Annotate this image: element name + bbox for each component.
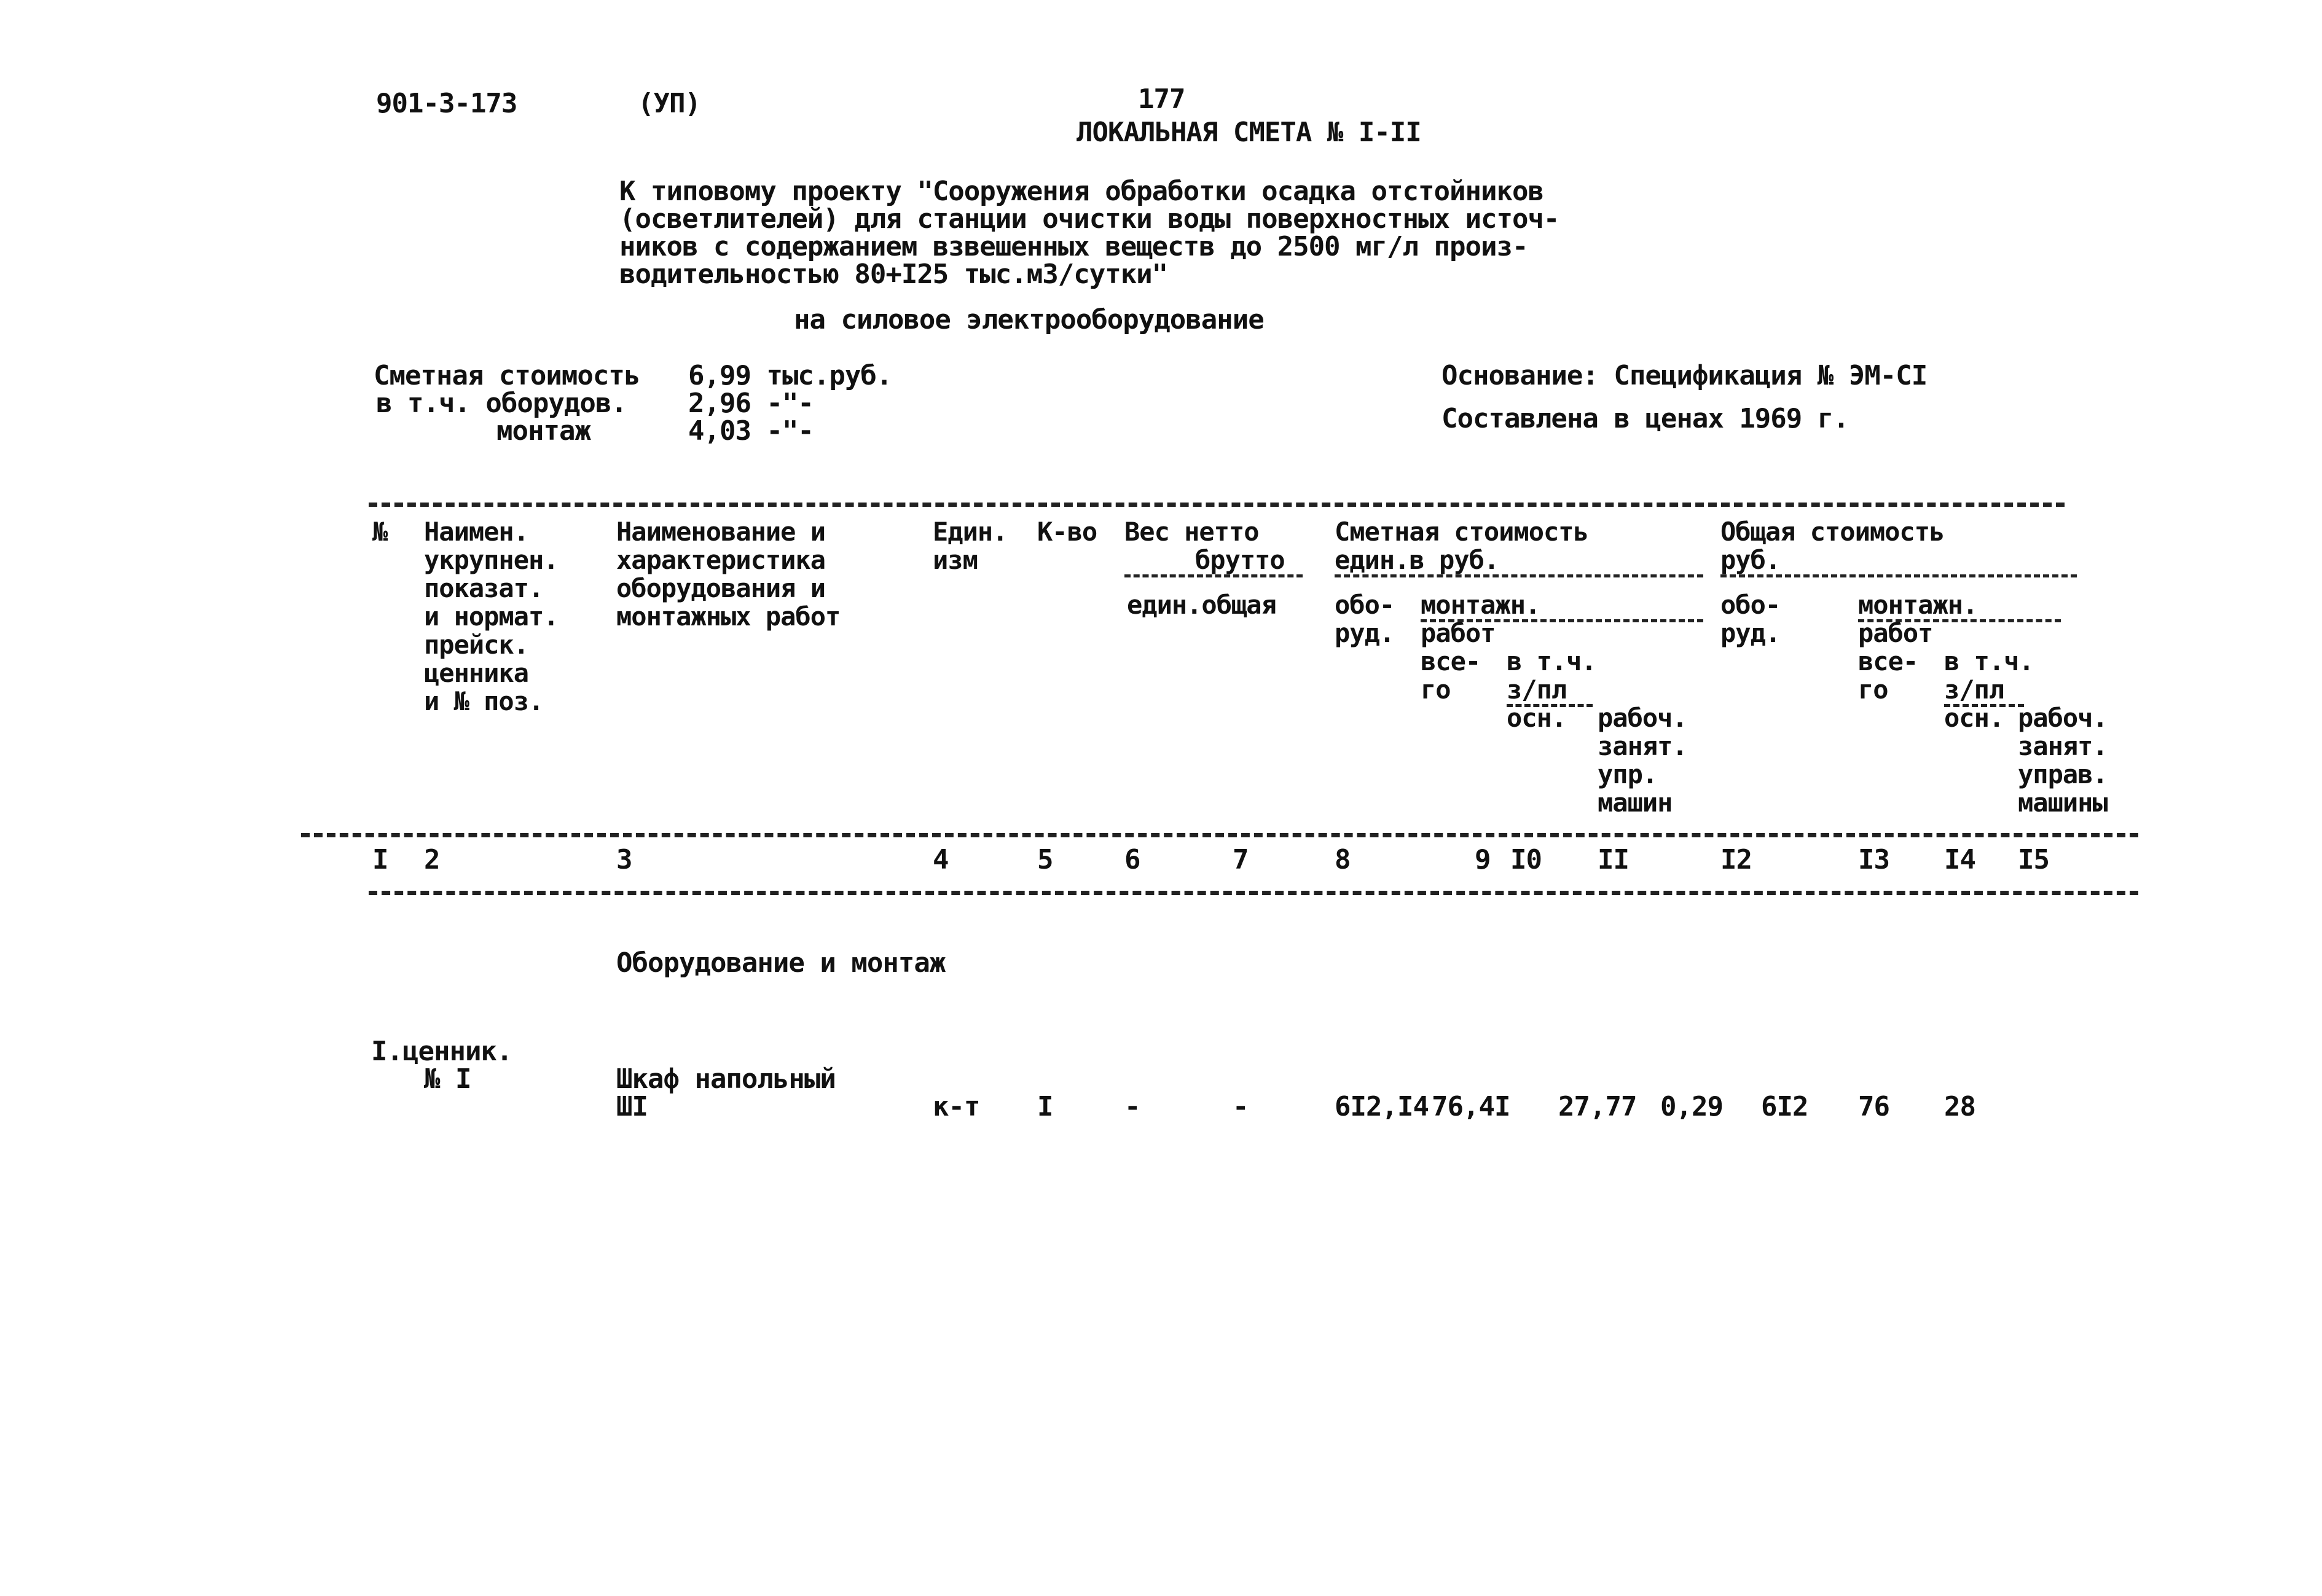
row-1-equipment-unit-cost: 6I2,I4 — [1335, 1091, 1429, 1122]
row-1-weight-total: - — [1233, 1091, 1249, 1122]
cost-label: Сметная стоимость — [374, 360, 640, 391]
header-col-3-line-4: монтажных работ — [616, 601, 841, 632]
unit-cost-underline — [1335, 574, 1703, 577]
column-number: I5 — [2018, 844, 2049, 875]
row-1-wage-total: 28 — [1944, 1091, 1975, 1122]
header-col-2-line-4: и нормат. — [424, 601, 559, 632]
header-wage-total-1: з/пл — [1944, 675, 2004, 705]
header-col-3-line-2: характеристика — [616, 545, 826, 575]
column-number: 8 — [1335, 844, 1351, 875]
header-wage-unit-1: з/пл — [1507, 675, 1567, 705]
row-1-quantity: I — [1037, 1091, 1053, 1122]
estimate-subject: на силовое электрооборудование — [794, 304, 1264, 335]
header-total-cost-2: руб. — [1720, 545, 1781, 575]
column-number: I — [372, 844, 388, 875]
column-number: I0 — [1510, 844, 1542, 875]
equipment-label: в т.ч. оборудов. — [376, 388, 627, 419]
header-machines-total-3: управ. — [2018, 759, 2108, 789]
header-col-unit-line-1: Един. — [933, 517, 1008, 547]
header-machines-unit-1: рабоч. — [1598, 703, 1687, 733]
section-title: Оборудование и монтаж — [616, 947, 946, 979]
column-number: 4 — [933, 844, 949, 875]
column-number: 3 — [616, 844, 632, 875]
document-title: ЛОКАЛЬНАЯ СМЕТА № I-II — [1077, 117, 1421, 148]
album-number: (УП) — [638, 88, 700, 119]
mounting-label: монтаж — [496, 415, 590, 447]
intro-line-3: ников с содержанием взвешенных веществ до 2500 мг/л произ- — [619, 231, 1528, 262]
column-number: I3 — [1858, 844, 1889, 875]
column-numbers-bottom-rule — [369, 891, 2138, 895]
header-total-cost: Общая стоимость — [1720, 517, 1945, 547]
column-numbers-top-rule — [301, 833, 2138, 837]
header-machines-total-4: машины — [2018, 788, 2108, 818]
row-1-name-2: ШI — [616, 1091, 648, 1122]
prices-text: Составлена в ценах 1969 г. — [1441, 403, 1849, 434]
row-1-mounting-unit-cost: 76,4I — [1432, 1091, 1510, 1122]
intro-line-2: (осветлителей) для станции очистки воды поверхностных источ- — [619, 203, 1559, 235]
header-machines-total-1: рабоч. — [2018, 703, 2108, 733]
header-col-number: № — [372, 517, 388, 547]
header-col-unit-line-2: изм — [933, 545, 978, 575]
header-incl-total: в т.ч. — [1944, 646, 2034, 676]
header-wage-total-2: осн. — [1944, 703, 2004, 733]
header-all-total-1: все- — [1858, 646, 1918, 676]
column-number: I2 — [1720, 844, 1752, 875]
total-cost-underline — [1720, 574, 2077, 577]
row-1-mounting-total: 76 — [1858, 1091, 1889, 1122]
header-col-2-line-5: прейск. — [424, 630, 529, 660]
header-mount-total-2: работ — [1858, 618, 1933, 648]
basis-text: Основание: Спецификация № ЭМ-СI — [1441, 360, 1928, 391]
row-1-name: Шкаф напольный — [616, 1063, 836, 1095]
header-equip-total-1: обо- — [1720, 590, 1781, 620]
header-machines-unit-3: упр. — [1598, 759, 1658, 789]
column-number: 7 — [1233, 844, 1249, 875]
header-col-2-line-6: ценника — [424, 658, 529, 688]
header-machines-unit-4: машин — [1598, 788, 1673, 818]
header-incl-unit: в т.ч. — [1507, 646, 1596, 676]
header-col-2-line-3: показат. — [424, 573, 544, 603]
row-1-equipment-total: 6I2 — [1761, 1091, 1808, 1122]
column-number: II — [1598, 844, 1629, 875]
cost-value: 6,99 тыс.руб. — [688, 360, 892, 391]
header-unit-cost-2: един.в руб. — [1335, 545, 1499, 575]
header-all-total-2: го — [1858, 675, 1888, 705]
header-col-3-line-3: оборудования и — [616, 573, 826, 603]
header-col-2-line-2: укрупнен. — [424, 545, 559, 575]
document-code: 901-3-173 — [376, 88, 517, 119]
row-1-position: I.ценник. — [371, 1036, 512, 1067]
header-all-unit-1: все- — [1421, 646, 1481, 676]
equipment-value: 2,96 -"- — [688, 388, 814, 419]
header-col-quantity: К-во — [1037, 517, 1097, 547]
intro-line-1: К типовому проекту "Сооружения обработки осадка отстойников — [619, 176, 1543, 207]
header-all-unit-2: го — [1421, 675, 1451, 705]
row-1-weight-unit: - — [1124, 1091, 1140, 1122]
header-machines-total-2: занят. — [2018, 731, 2108, 761]
column-number: 5 — [1037, 844, 1053, 875]
header-mount-unit-1: монтажн. — [1421, 590, 1540, 620]
header-mount-total-1: монтажн. — [1858, 590, 1978, 620]
row-1-position-2: № I — [424, 1063, 471, 1095]
header-wage-unit-2: осн. — [1507, 703, 1567, 733]
page-number: 177 — [1138, 84, 1185, 115]
header-machines-unit-2: занят. — [1598, 731, 1687, 761]
header-weight: Вес нетто — [1124, 517, 1259, 547]
header-brutto: брутто — [1195, 545, 1285, 575]
header-equip-total-2: руд. — [1720, 618, 1781, 648]
mounting-value: 4,03 -"- — [688, 415, 814, 447]
table-top-rule — [369, 503, 2065, 507]
row-1-wage-unit: 27,77 — [1558, 1091, 1637, 1122]
header-col-2-line-7: и № поз. — [424, 686, 544, 716]
header-equip-unit-2: руд. — [1335, 618, 1395, 648]
column-number: 6 — [1124, 844, 1140, 875]
column-number: 2 — [424, 844, 440, 875]
header-col-3-line-1: Наименование и — [616, 517, 826, 547]
header-weight-sub: един.общая — [1127, 590, 1276, 620]
column-number: 9 — [1475, 844, 1491, 875]
column-number: I4 — [1944, 844, 1975, 875]
header-equip-unit-1: обо- — [1335, 590, 1395, 620]
row-1-machines-unit: 0,29 — [1660, 1091, 1723, 1122]
header-unit-cost: Сметная стоимость — [1335, 517, 1588, 547]
intro-line-4: водительностью 80+I25 тыс.м3/сутки" — [619, 259, 1168, 290]
row-1-unit: к-т — [933, 1091, 980, 1122]
header-col-2-line-1: Наимен. — [424, 517, 529, 547]
header-mount-unit-2: работ — [1421, 618, 1496, 648]
